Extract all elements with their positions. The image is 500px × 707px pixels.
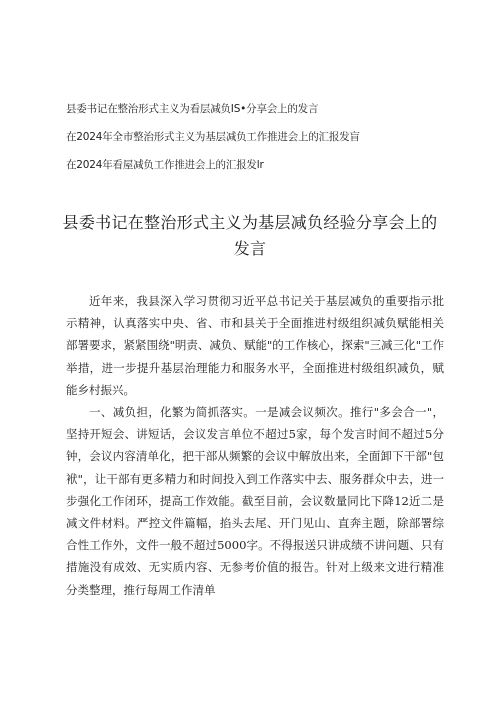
toc-item[interactable]: 在2024年看屋减负工作推进会上的汇报发lr — [66, 159, 264, 171]
body-paragraph: 一、减负担，化繁为简抓落实。一是减会议频次。推行"多会合一"，坚持开短会、讲短话，会议发言单位不超过5家，每个发言时间不超过5分钟，会议内容清单化，把干部从频繁的会议中解放出来，全面卸下干部"包袱"，让干部有更多精力和时间投入到工作落实中去、服务群众中去，进一步强化工作闭环，提高工作效能。截至目前，会议数量同比下降12近二是减文件材料。严控文件篇幅，掐头去尾、开门见山、直奔主题，除部署综合性工作外，文件一般不超过5000字。不得报送只讲成绩不讲问题、只有措施没有成效、无实质内容、无参考价值的报告。针对上级来文进行精准分类整理，推行每周工作清单 — [66, 405, 444, 597]
toc-item[interactable]: 县委书记在整治形式主义为看层减负IS•分享会上的发言 — [66, 103, 319, 115]
table-of-contents — [66, 102, 446, 186]
toc-item[interactable]: 在2024年全市整治形式主义为基层减负工作推进会上的汇报发盲 — [66, 131, 360, 143]
document-body — [66, 290, 444, 601]
document-title: 县委书记在整治形式主义为基层减负经验分享会上的发言 — [62, 213, 438, 258]
body-paragraph: 近年来，我县深入学习贯彻习近平总书记关于基层减负的重要指示批示精神，认真落实中央、省、市和县关于全面推进村级组织减负赋能相关部署要求，紧紧围绕"明责、减负、赋能"的工作核心，探索"三减三化"工作举措，进一步提升基层治理能力和服务水平，全面推进村级组织减负，赋能乡村振兴。 — [66, 294, 444, 397]
